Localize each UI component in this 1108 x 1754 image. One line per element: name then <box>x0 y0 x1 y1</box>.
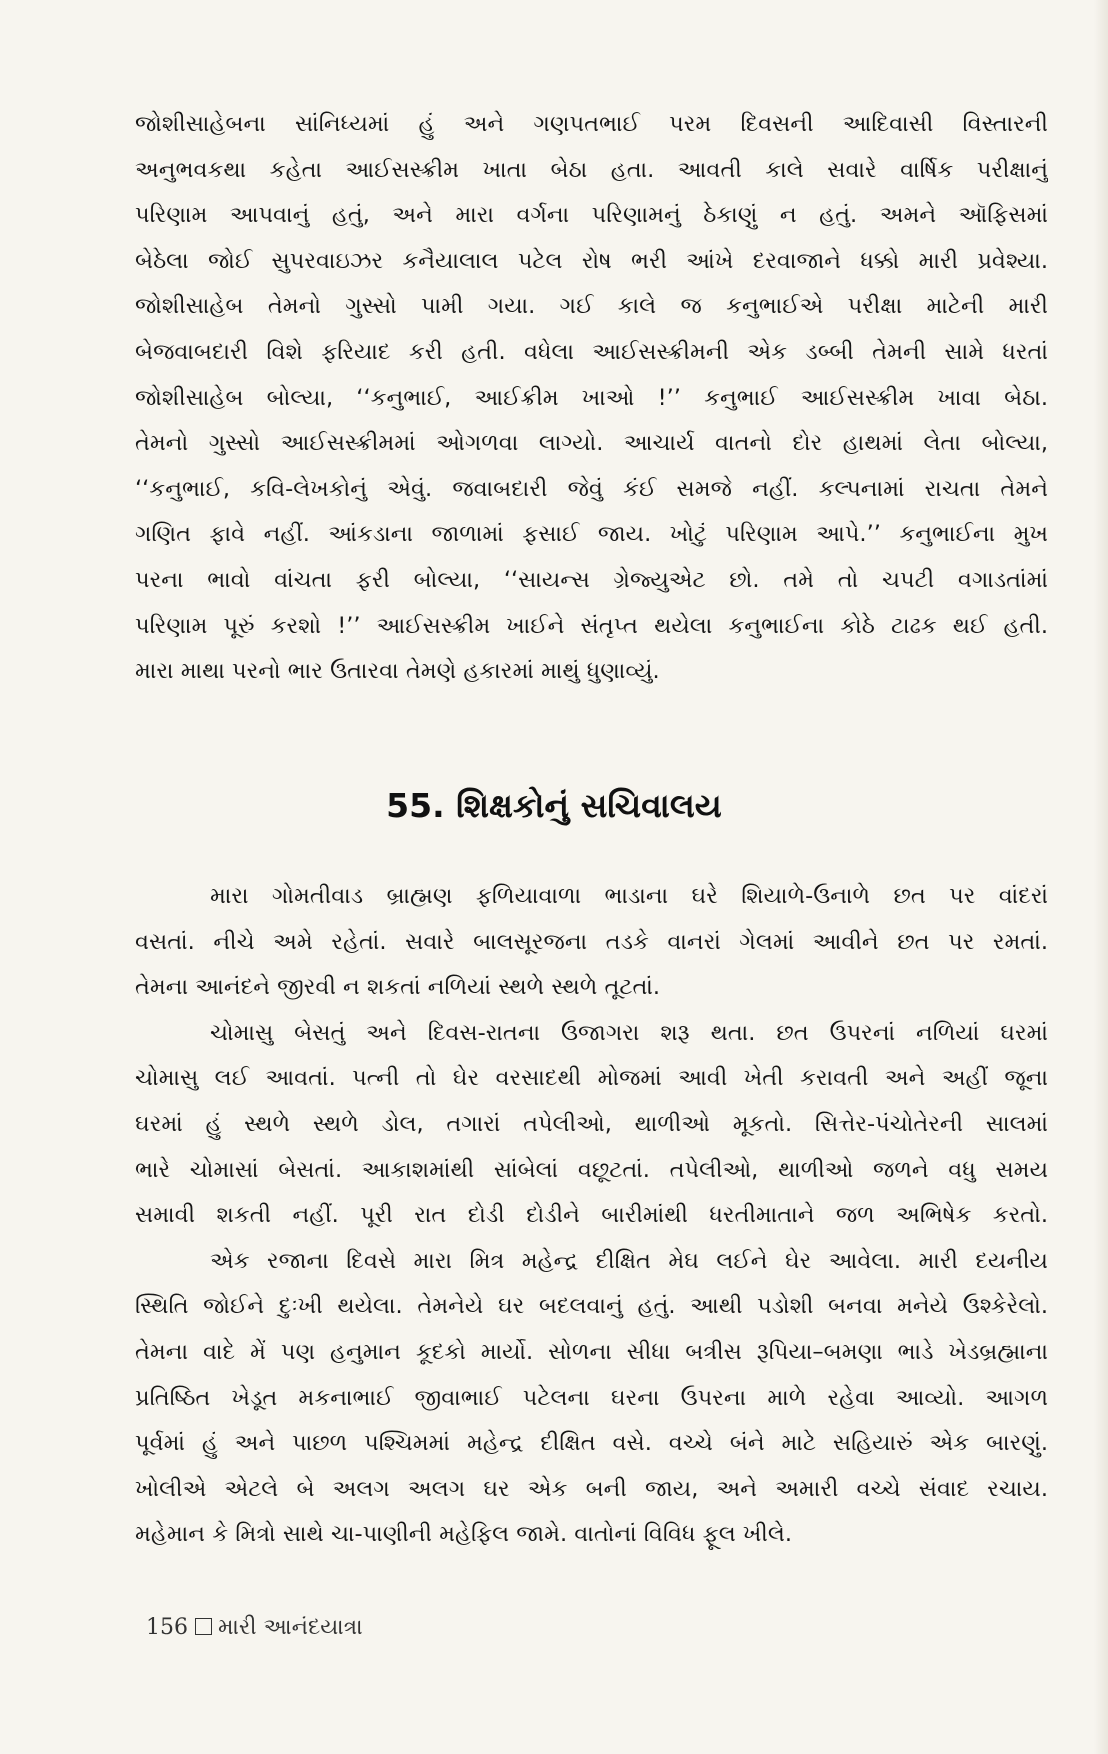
text-line: મારા ગોમતીવાડ બ્રાહ્મણ ફળિયાવાળા ભાડાના ઘરે શિયાળે-ઉનાળે છત પર વાંદરાં <box>210 883 1048 909</box>
text-line: તેમનો ગુસ્સો આઈસસ્ક્રીમમાં ઓગળવા લાગ્યો. આચાર્ય વાતનો દોર હાથમાં લેતા બોલ્યા, <box>135 430 1048 457</box>
text-line: ચોમાસુ બેસતું અને દિવસ-રાતના ઉજાગરા શરૂ થતા. છત ઉપરનાં નળિયાં ઘરમાં <box>210 1019 1048 1046</box>
text-line: ચોમાસુ લઈ આવતાં. પત્ની તો ઘેર વરસાદથી મોજમાં આવી ખેતી કરાવતી અને અહીં જૂના <box>135 1065 1048 1092</box>
text-line: ‘‘કનુભાઈ, કવિ-લેખકોનું એવું. જવાબદારી જેવું કંઈ સમજે નહીં. કલ્પનામાં રાચતા તેમને <box>135 475 1048 502</box>
text-line: તેમના આનંદને જીરવી ન શકતાં નળિયાં સ્થળે સ્થળે તૂટતાં. <box>135 974 661 1001</box>
text-line: સ્થિતિ જોઈને દુઃખી થયેલા. તેમનેયે ઘર બદલવાનું હતું. આથી પડોશી બનવા મનેયે ઉશ્કેરેલો. <box>135 1293 1048 1320</box>
top-paragraph <box>135 102 1048 695</box>
text-line: પરના ભાવો વાંચતા ફરી બોલ્યા, ‘‘સાયન્સ ગ્રેજ્યુએટ છો. તમે તો ચપટી વગાડતાંમાં <box>135 566 1048 593</box>
text-line: ઘરમાં હું સ્થળે સ્થળે ડોલ, તગારાં તપેલીઓ, થાળીઓ મૂકતો. સિત્તેર-પંચોતેરની સાલમાં <box>135 1110 1048 1137</box>
text-line: સમાવી શકતી નહીં. પૂરી રાત દોડી દોડીને બારીમાંથી ધરતીમાતાને જળ અભિષેક કરતો. <box>135 1202 1048 1229</box>
text-line: પ્રતિષ્ઠિત ખેડૂત મકનાભાઈ જીવાભાઈ પટેલના ઘરના ઉપરના માળે રહેવા આવ્યો. આગળ <box>135 1384 1048 1411</box>
text-line: પરિણામ પૂરું કરશો !’’ આઈસસ્ક્રીમ ખાઈને સંતૃપ્ત થયેલા કનુભાઈના કોઠે ટાઢક થઈ હતી. <box>135 612 1048 639</box>
page-footer <box>146 1613 363 1643</box>
text-line: એક રજાના દિવસે મારા મિત્ર મહેન્દ્ર દીક્ષિત મેઘ લઈને ઘેર આવેલા. મારી દયનીય <box>210 1247 1048 1274</box>
text-line: તેમના વાદે મેં પણ હનુમાન કૂદકો માર્યો. સોળના સીધા બત્રીસ રૂપિયા–બમણા ભાડે ખેડબ્રહ્માના <box>135 1338 1048 1365</box>
chapter-body <box>135 874 1048 1558</box>
text-line: જોશીસાહેબના સાંનિધ્યમાં હું અને ગણપતભાઈ પરમ દિવસની આદિવાસી વિસ્તારની <box>135 111 1048 137</box>
chapter-title: 55. શિક્ષકોનું સચિવાલય <box>386 786 722 825</box>
page-number: 156 <box>146 1615 188 1640</box>
text-line: ગણિત ફાવે નહીં. આંકડાના જાળામાં ફસાઈ જાય. ખોટું પરિણામ આપે.’’ કનુભાઈના મુખ <box>135 521 1048 548</box>
page-edge-shadow <box>1094 0 1108 1754</box>
text-line: જોશીસાહેબ તેમનો ગુસ્સો પામી ગયા. ગઈ કાલે જ કનુભાઈએ પરીક્ષા માટેની મારી <box>135 293 1048 320</box>
text-line: જોશીસાહેબ બોલ્યા, ‘‘કનુભાઈ, આઈક્રીમ ખાઓ !’’ કનુભાઈ આઈસસ્ક્રીમ ખાવા બેઠા. <box>135 384 1048 411</box>
text-line: વસતાં. નીચે અમે રહેતાં. સવારે બાલસૂરજના તડકે વાનરાં ગેલમાં આવીને છત પર રમતાં. <box>135 928 1048 955</box>
text-line: મહેમાન કે મિત્રો સાથે ચા-પાણીની મહેફિલ જામે. વાતોનાં વિવિધ ફૂલ ખીલે. <box>135 1521 792 1548</box>
text-line: બેઠેલા જોઈ સુપરવાઇઝર કનૈયાલાલ પટેલ રોષ ભરી આંખે દરવાજાને ધક્કો મારી પ્રવેશ્યા. <box>135 247 1048 274</box>
text-line: મારા માથા પરનો ભાર ઉતારવા તેમણે હકારમાં માથું ધુણાવ્યું. <box>135 658 660 685</box>
square-separator-icon <box>195 1618 212 1635</box>
text-line: ખોલીએ એટલે બે અલગ અલગ ઘર એક બની જાય, અને અમારી વચ્ચે સંવાદ રચાય. <box>135 1475 1048 1502</box>
text-line: પરિણામ આપવાનું હતું, અને મારા વર્ગના પરિણામનું ઠેકાણું ન હતું. અમને ઑફિસમાં <box>135 202 1048 229</box>
book-title: મારી આનંદયાત્રા <box>218 1615 363 1640</box>
text-line: બેજવાબદારી વિશે ફરિયાદ કરી હતી. વધેલા આઈસસ્ક્રીમની એક ડબ્બી તેમની સામે ધરતાં <box>135 338 1048 365</box>
text-line: અનુભવકથા કહેતા આઈસસ્ક્રીમ ખાતા બેઠા હતા. આવતી કાલે સવારે વાર્ષિક પરીક્ષાનું <box>135 156 1048 183</box>
text-line: પૂર્વમાં હું અને પાછળ પશ્ચિમમાં મહેન્દ્ર દીક્ષિત વસે. વચ્ચે બંને માટે સહિયારું એક બારણું. <box>135 1430 1048 1457</box>
text-line: ભારે ચોમાસાં બેસતાં. આકાશમાંથી સાંબેલાં વછૂટતાં. તપેલીઓ, થાળીઓ જળને વધુ સમય <box>135 1156 1048 1183</box>
